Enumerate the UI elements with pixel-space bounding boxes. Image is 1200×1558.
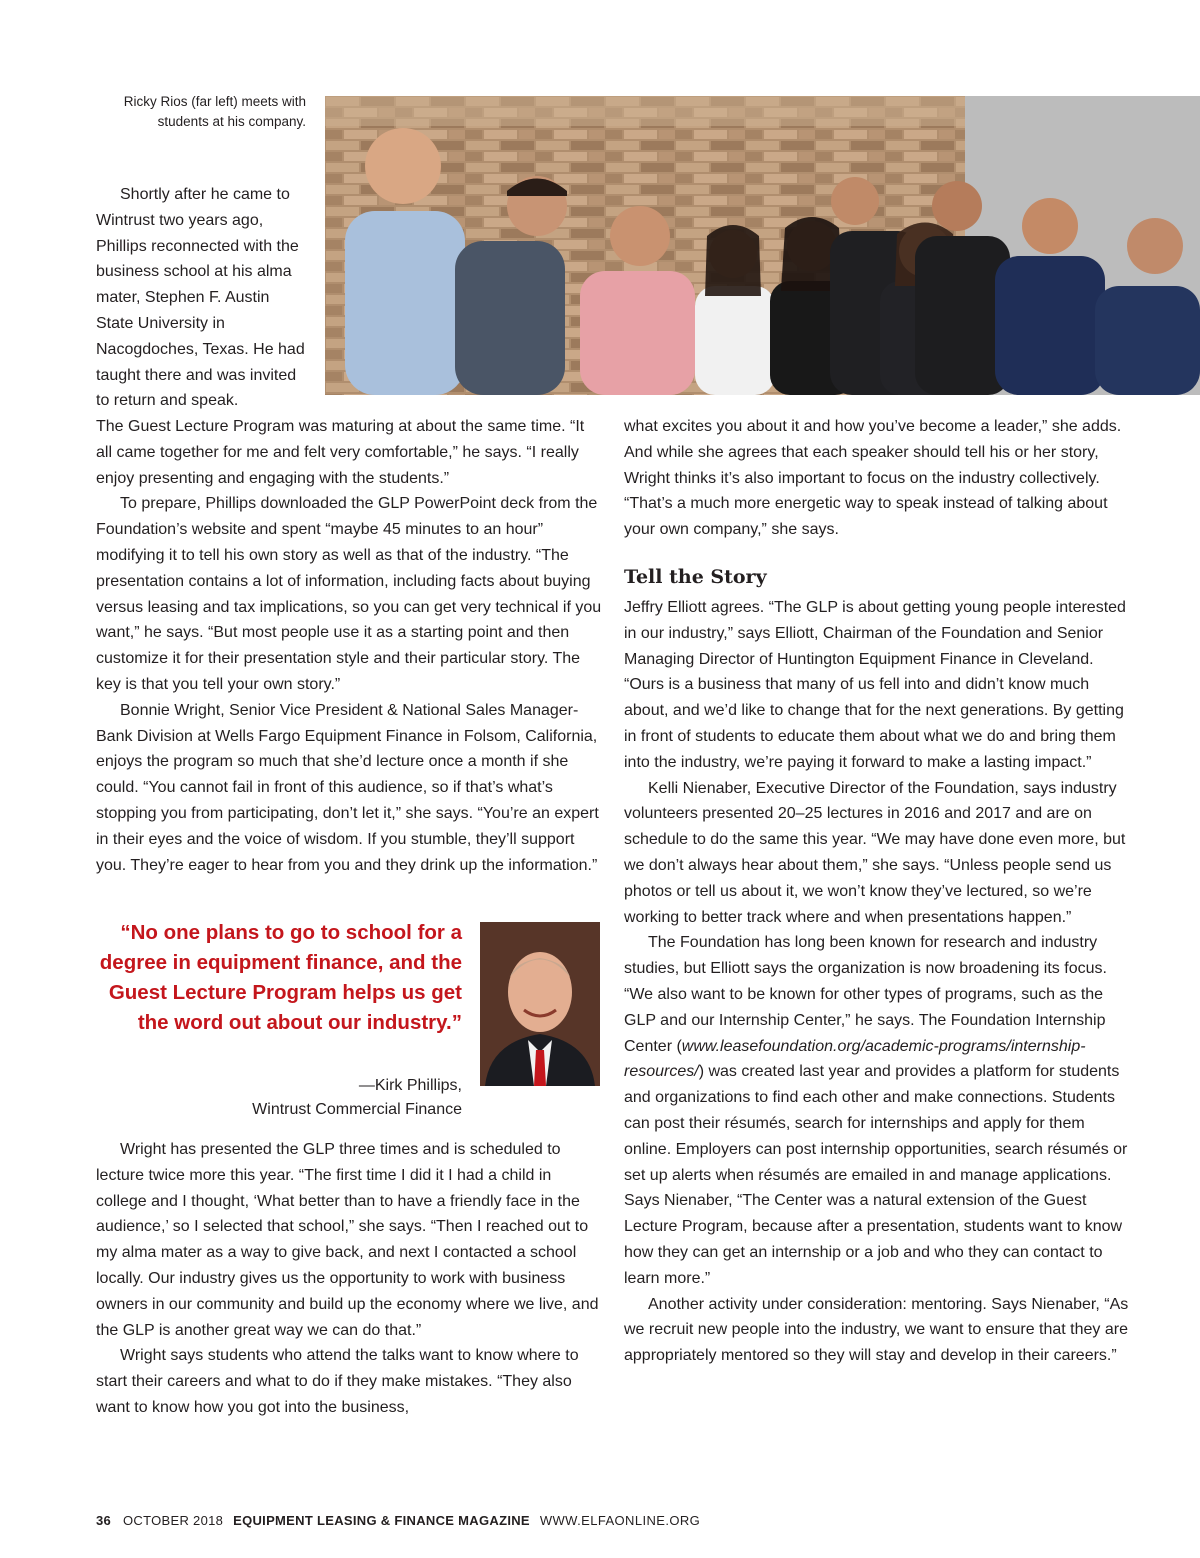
issue-date: OCTOBER 2018	[122, 1513, 224, 1528]
attribution-name: —Kirk Phillips,	[358, 1077, 462, 1094]
right-para-3: Kelli Nienaber, Executive Director of the Foundation, says industry volunteers presented 20–25 lectures in 2016 and 2017 and are on schedule to do the same this year. “We may have done even more, but we don’t always hear about them,” she says. “Unless people send us photos or tell us about it, we won’t know they’ve lectured, so we’re working to better track where and when presentations happen.”	[624, 779, 1126, 926]
attribution-org: Wintrust Commercial Finance	[252, 1101, 462, 1118]
magazine-title: EQUIPMENT LEASING & FINANCE MAGAZINE	[233, 1513, 530, 1528]
photo-caption	[60, 92, 306, 132]
left-column-bottom	[96, 1137, 604, 1421]
right-para-5: Another activity under consideration: mentoring. Says Nienaber, “As we recruit new people into the industry, we want to ensure that they are appropriately mentored so they will stay and develop in their careers.”	[624, 1295, 1129, 1365]
right-para-1-continued: what excites you about it and how you’ve become a leader,” she adds. And while she agrees that each speaker should tell his or her story, Wright thinks it’s also important to focus on the industry collectively. “That’s a much more energetic way to speak instead of talking about your own company,” she says.	[624, 418, 1122, 539]
right-column-bottom	[624, 595, 1132, 1369]
right-para-4	[624, 930, 1132, 1291]
portrait-illustration	[480, 922, 600, 1086]
kirk-phillips-portrait	[480, 922, 600, 1086]
right-para-4-start: The Foundation has long been known for research and industry studies, but Elliott says the organization is now broadening its focus. “We also want to be known for other types of programs, such as the GLP and our Internship Center,” he says. The Foundation Internship Center (	[624, 934, 1107, 1055]
right-para-4-end: ) was created last year and provides a platform for students and organizations to find each other and make connections. Students can post their résumés, search for internships and apply for them online. Employers can post internship opportunities, search résumés or set up alerts when résumés are emailed in and manage applications. Says Nienaber, “The Center was a natural extension of the Guest Lecture Program, because after a presentation, students want to know how they can get an internship or a job and who they can contact to learn more.”	[624, 1063, 1128, 1287]
caption-line-2: students at his company.	[157, 114, 306, 129]
internship-url[interactable]: www.leasefoundation.org/academic-programs/internship-resources/	[624, 1037, 1086, 1081]
left-para-2: To prepare, Phillips downloaded the GLP PowerPoint deck from the Foundation’s website and spent “maybe 45 minutes to an hour” modifying it to tell his own story as well as that of the industry. “The presentation contains a lot of information, including facts about buying versus leasing and tax implications, so you can get very technical if you want,” he says. “But most people use it as a starting point and then customize it for their presentation style and their particular story. The key is that you tell your own story.”	[96, 495, 602, 693]
right-para-2: Jeffry Elliott agrees. “The GLP is about getting young people interested in our industry,” says Elliott, Chairman of the Foundation and Senior Managing Director of Huntington Equipment Finance in Cleveland. “Ours is a business that many of us fell into and didn’t know much about, and we’d like to change that for the next generations. By getting in front of students to educate them about what we do and bring them into the industry, we’re paying it forward to make a lasting impact.”	[624, 599, 1126, 771]
left-para-3: Bonnie Wright, Senior Vice President & National Sales Manager-Bank Division at Wells Fargo Equipment Finance in Folsom, California, enjoys the program so much that she’d lecture once a month if she could. “You cannot fail in front of this audience, so if that’s what’s stopping you from participating, don’t let it,” she says. “You’re an expert in their eyes and the voice of wisdom. If you stumble, they’ll support you. They’re eager to hear from you and they drink up the information.”	[96, 701, 599, 874]
pull-quote-attribution	[180, 1074, 462, 1122]
group-photo-illustration	[325, 96, 1200, 395]
page-footer	[96, 1513, 700, 1528]
caption-line-1: Ricky Rios (far left) meets with	[123, 94, 306, 109]
left-para-4: Wright has presented the GLP three times and is scheduled to lecture twice more this year. “The first time I did it I had a child in college and I thought, ‘What better than to have a friendly face in the audience,’ so I selected that school,” she says. “Then I reached out to my alma mater as a way to give back, and next I contacted a school locally. Our industry gives us the opportunity to work with business owners in our community and build up the economy where we live, and the GLP is another great way we can do that.”	[96, 1141, 599, 1339]
left-para-5: Wright says students who attend the talks want to know where to start their careers and what to do if they make mistakes. “They also want to know how you got into the business,	[96, 1347, 579, 1416]
pull-quote: “No one plans to go to school for a degree in equipment finance, and the Guest Lecture Program helps us get the word out about our industry.”	[99, 921, 462, 1034]
page-number: 36	[96, 1513, 112, 1528]
left-para-1-continued: The Guest Lecture Program was maturing at about the same time. “It all came together for me and felt very comfortable,” he says. “I really enjoy presenting and engaging with the students.”	[96, 418, 585, 487]
right-column-top	[624, 414, 1132, 543]
section-heading: Tell the Story	[624, 566, 767, 588]
footer-website[interactable]: WWW.ELFAONLINE.ORG	[539, 1513, 701, 1528]
group-photo	[325, 96, 1200, 395]
intro-wrap-text	[96, 182, 306, 414]
intro-paragraph: Shortly after he came to Wintrust two years ago, Phillips reconnected with the business school at his alma mater, Stephen F. Austin State University in Nacogdoches, Texas. He had taught there and was invited to return and speak.	[96, 186, 305, 410]
left-column-top	[96, 414, 604, 878]
